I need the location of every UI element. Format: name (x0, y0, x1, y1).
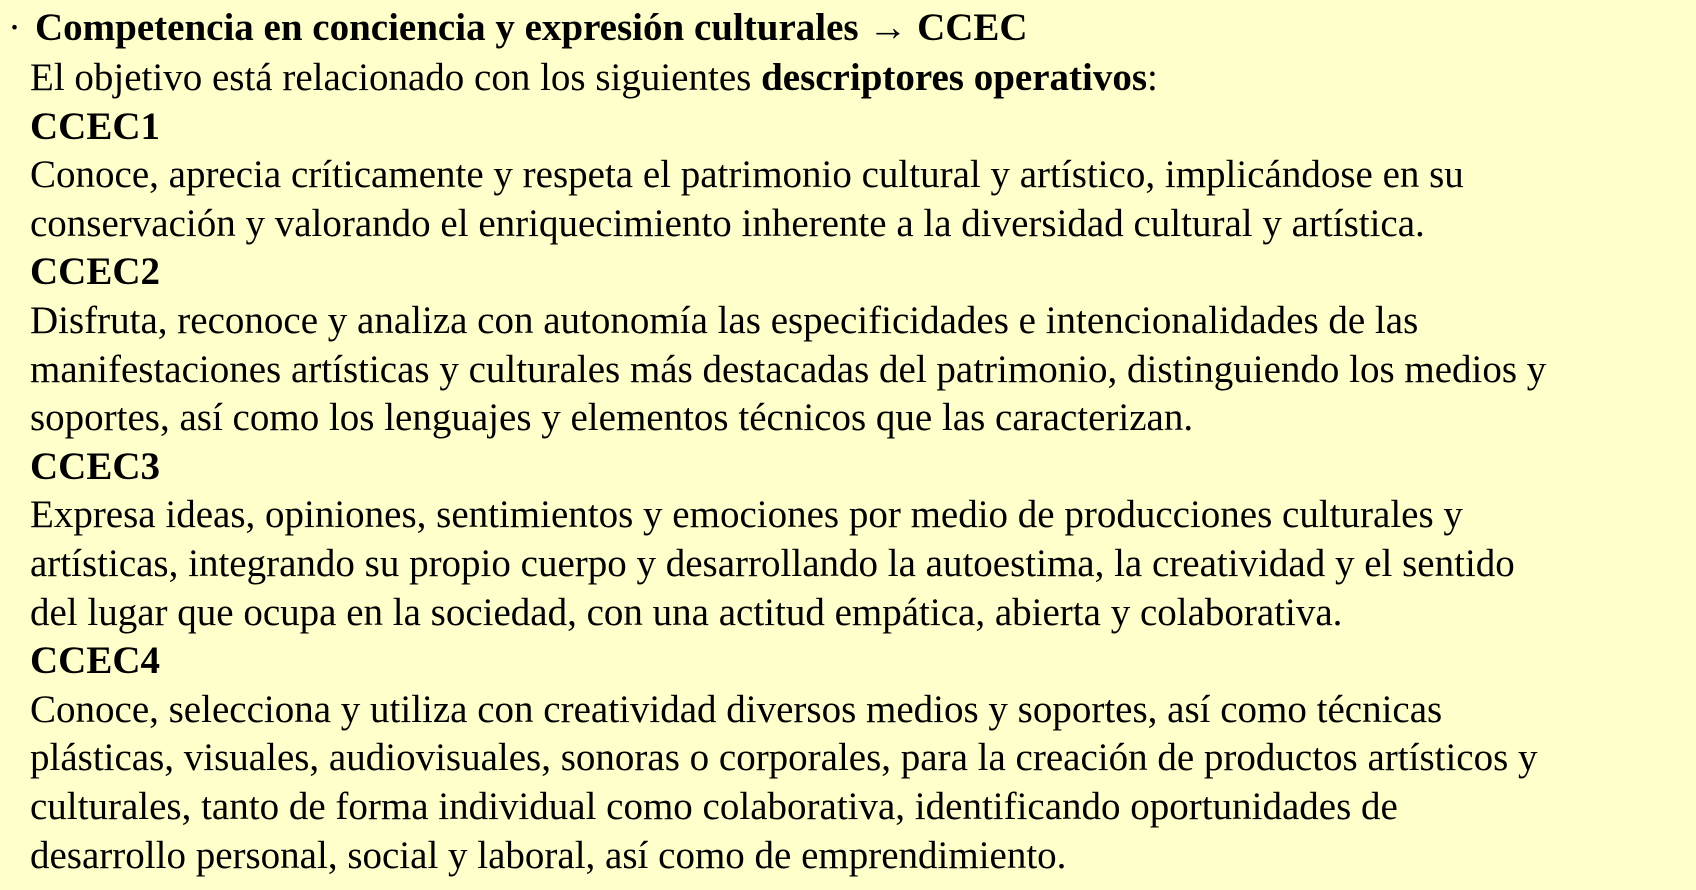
descriptor-line: del lugar que ocupa en la sociedad, con una actitud empática, abierta y colaborativa. (30, 590, 1343, 634)
intro-emphasis: descriptores operativos (761, 56, 1148, 99)
descriptor-text (30, 297, 1688, 443)
descriptor-line: plásticas, visuales, audiovisuales, sonoras o corporales, para la creación de productos artísticos y (30, 736, 1538, 780)
descriptor-text (30, 686, 1688, 880)
competence-title: Competencia en conciencia y expresión culturales → CCEC (35, 6, 1028, 49)
descriptor-line: Expresa ideas, opiniones, sentimientos y emociones por medio de producciones culturales y (30, 493, 1463, 537)
descriptor-line: conservación y valorando el enriquecimiento inherente a la diversidad cultural y artística. (30, 201, 1425, 245)
descriptor-code: CCEC4 (30, 639, 161, 683)
descriptor-code: CCEC1 (30, 104, 161, 148)
descriptor-text (30, 151, 1688, 248)
descriptor-line: Conoce, aprecia críticamente y respeta el patrimonio cultural y artístico, implicándose en su (30, 153, 1464, 197)
bullet-marker: · (8, 6, 21, 49)
descriptor-text (30, 491, 1688, 637)
descriptor-line: artísticas, integrando su propio cuerpo y desarrollando la autoestima, la creatividad y el sentido (30, 541, 1515, 585)
intro-text: El objetivo está relacionado con los siguientes (30, 56, 762, 99)
descriptor-content (0, 54, 1696, 880)
descriptor-ccec3 (30, 443, 1688, 637)
descriptor-ccec2 (30, 248, 1688, 442)
intro-colon: : (1147, 56, 1158, 99)
descriptor-code: CCEC2 (30, 250, 161, 294)
descriptor-line: manifestaciones artísticas y culturales más destacadas del patrimonio, distinguiendo los medios y (30, 347, 1547, 391)
descriptor-ccec4 (30, 637, 1688, 880)
descriptor-code: CCEC3 (30, 444, 161, 488)
descriptor-line: desarrollo personal, social y laboral, así como de emprendimiento. (30, 833, 1067, 877)
descriptor-line: culturales, tanto de forma individual como colaborativa, identificando oportunidades de (30, 784, 1398, 828)
descriptor-ccec1 (30, 103, 1688, 249)
intro-line (30, 54, 1688, 103)
descriptor-line: soportes, así como los lenguajes y elementos técnicos que las caracterizan. (30, 396, 1194, 440)
descriptor-line: Disfruta, reconoce y analiza con autonomía las especificidades e intencionalidades de las (30, 298, 1419, 342)
competence-heading (0, 2, 1696, 54)
descriptor-line: Conoce, selecciona y utiliza con creatividad diversos medios y soportes, así como técnicas (30, 687, 1443, 731)
